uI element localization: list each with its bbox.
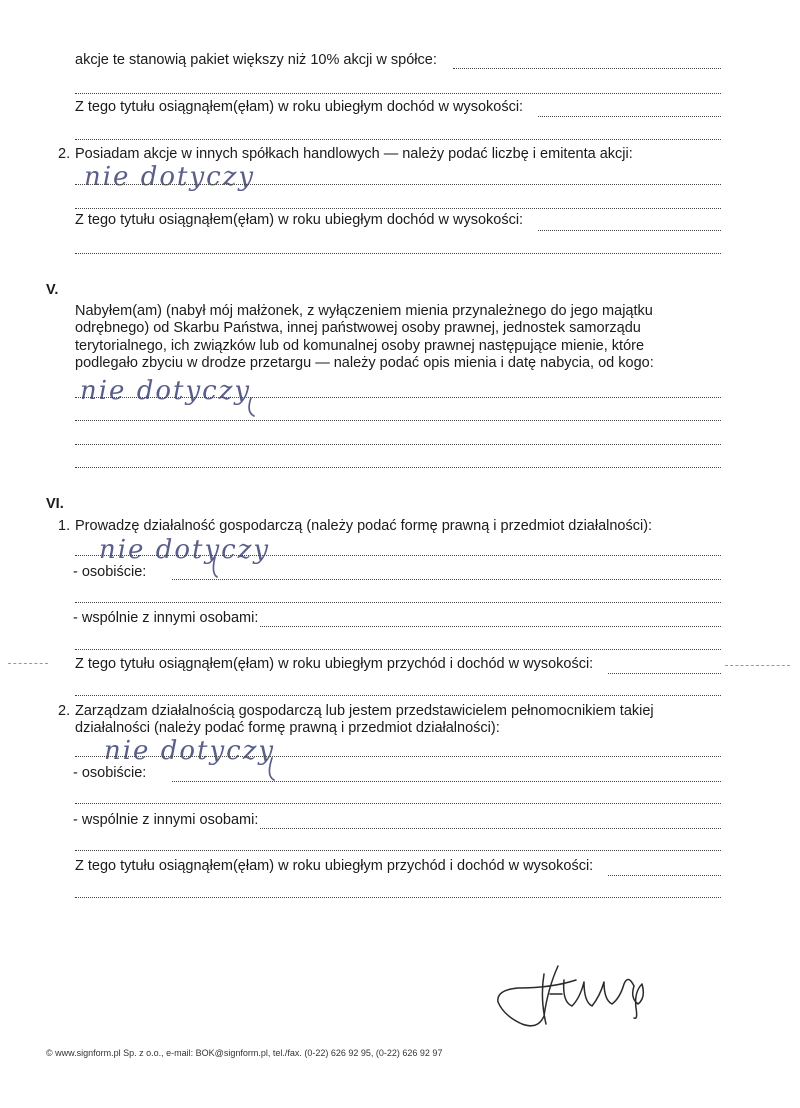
income-label: Z tego tytułu osiągnąłem(ęłam) w roku ubiegłym przychód i dochód w wysokości:: [75, 858, 594, 874]
personal-label: - osobiście:: [73, 765, 147, 781]
blank-line[interactable]: [75, 602, 721, 603]
shares-over-10-field[interactable]: [453, 68, 721, 69]
blank-line[interactable]: [75, 444, 721, 445]
section-heading-vi: VI.: [46, 496, 64, 512]
section-v-text-line: terytorialnego, ich związków lub od komunalnej osoby prawnej następujące mienie, które: [75, 338, 645, 354]
blank-line[interactable]: [75, 850, 721, 851]
section-heading-v: V.: [46, 282, 59, 298]
handwritten-text: nie dotyczy: [104, 736, 276, 766]
income-label: Z tego tytułu osiągnąłem(ęłam) w roku ubiegłym dochód w wysokości:: [75, 99, 524, 115]
income-label: Z tego tytułu osiągnąłem(ęłam) w roku ubiegłym przychód i dochód w wysokości:: [75, 656, 594, 672]
other-shares-field[interactable]: [75, 184, 721, 185]
joint-field[interactable]: [260, 828, 721, 829]
scan-artifact: [725, 665, 790, 666]
blank-line[interactable]: [75, 93, 721, 94]
joint-label: - wspólnie z innymi osobami:: [73, 812, 259, 828]
item-number: 1.: [58, 518, 71, 534]
personal-field[interactable]: [172, 781, 721, 782]
business-activity-label: Prowadzę działalność gospodarczą (należy podać formę prawną i przedmiot działalności):: [75, 518, 653, 534]
personal-field[interactable]: [172, 579, 721, 580]
joint-label: - wspólnie z innymi osobami:: [73, 610, 259, 626]
section-v-text-line: podlegało zbyciu w drodze przetargu — należy podać opis mienia i datę nabycia, od kogo:: [75, 355, 654, 371]
blank-line[interactable]: [75, 695, 721, 696]
section-v-text-line: Nabyłem(am) (nabył mój małżonek, z wyłączeniem mienia przynależnego do jego majątku: [75, 303, 653, 319]
income-field[interactable]: [608, 875, 721, 876]
income-field[interactable]: [538, 116, 721, 117]
management-label-line: Zarządzam działalnością gospodarczą lub jestem przedstawicielem pełnomocnikiem takiej: [75, 703, 654, 719]
blank-line[interactable]: [75, 467, 721, 468]
blank-line[interactable]: [75, 897, 721, 898]
income-label: Z tego tytułu osiągnąłem(ęłam) w roku ubiegłym dochód w wysokości:: [75, 212, 524, 228]
scan-artifact: [8, 663, 48, 664]
handwritten-answer: [76, 372, 286, 418]
handwritten-text: nie dotyczy: [80, 376, 252, 406]
joint-field[interactable]: [260, 626, 721, 627]
footer-copyright: © www.signform.pl Sp. z o.o., e-mail: BOK@signform.pl, tel./fax. (0-22) 626 92 95, (0-22) 626 92 97: [46, 1048, 443, 1058]
personal-label: - osobiście:: [73, 564, 147, 580]
section-v-text-line: odrębnego) od Skarbu Państwa, innej państwowej osoby prawnej, jednostek samorządu: [75, 320, 641, 336]
handwritten-text: nie dotyczy: [99, 535, 271, 565]
handwritten-text: nie dotyczy: [84, 162, 256, 192]
blank-line[interactable]: [75, 139, 721, 140]
income-field[interactable]: [538, 230, 721, 231]
shares-over-10-label: akcje te stanowią pakiet większy niż 10% akcji w spółce:: [75, 52, 437, 68]
blank-line[interactable]: [75, 555, 721, 556]
handwritten-answer: [80, 158, 290, 194]
acquired-property-field[interactable]: [75, 397, 721, 398]
blank-line[interactable]: [75, 756, 721, 757]
blank-line[interactable]: [75, 420, 721, 421]
item-number: 2.: [58, 146, 71, 162]
signature: [488, 958, 668, 1048]
other-shares-label: Posiadam akcje w innych spółkach handlowych — należy podać liczbę i emitenta akcji:: [75, 146, 633, 162]
item-number: 2.: [58, 703, 71, 719]
income-field[interactable]: [608, 673, 721, 674]
blank-line[interactable]: [75, 649, 721, 650]
blank-line[interactable]: [75, 803, 721, 804]
management-label-line: działalności (należy podać formę prawną i przedmiot działalności):: [75, 720, 500, 736]
blank-line[interactable]: [75, 253, 721, 254]
blank-line[interactable]: [75, 208, 721, 209]
